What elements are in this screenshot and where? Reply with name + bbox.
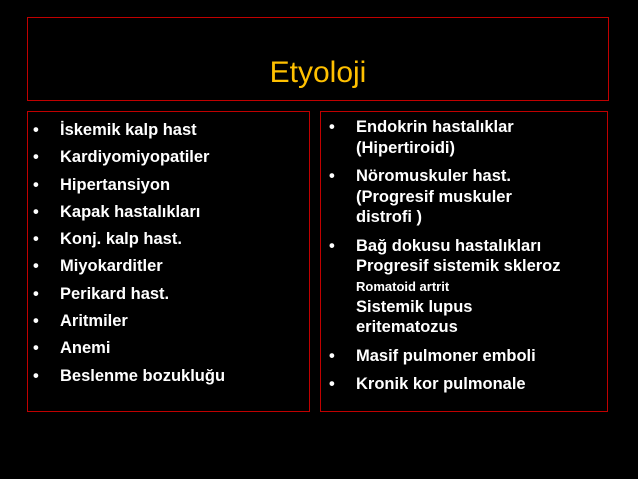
bullet-icon: •	[33, 202, 39, 221]
bullet-icon: •	[33, 284, 39, 303]
list-item	[33, 199, 225, 226]
bullet-icon: •	[329, 346, 335, 365]
list-item-cor-pulmonale	[329, 374, 561, 395]
item-text: Kapak hastalıkları	[60, 202, 201, 221]
item-text: Masif pulmoner emboli	[356, 346, 536, 365]
bullet-icon: •	[33, 366, 39, 385]
list-item-embolism	[329, 346, 561, 367]
list-item	[33, 363, 225, 390]
bullet-icon: •	[329, 236, 335, 255]
bullet-icon: •	[33, 148, 39, 167]
list-item	[33, 172, 225, 199]
left-list	[33, 117, 225, 390]
item-text: eritematozus	[356, 318, 458, 336]
bullet-icon: •	[33, 230, 39, 249]
title-box	[27, 17, 609, 101]
list-item	[33, 281, 225, 308]
item-text: Kronik kor pulmonale	[356, 375, 526, 393]
bullet-icon: •	[329, 167, 335, 185]
list-item	[33, 226, 225, 253]
list-item	[33, 308, 225, 335]
item-text: Aritmiler	[60, 312, 128, 331]
item-text: Progresif sistemik skleroz	[356, 257, 561, 275]
list-item	[33, 144, 225, 171]
bullet-icon: •	[33, 257, 39, 276]
list-item	[33, 253, 225, 280]
item-text: Sistemik lupus	[356, 297, 473, 316]
bullet-icon: •	[329, 375, 335, 393]
item-text: distrofi )	[356, 208, 422, 226]
item-text: Konj. kalp hast.	[60, 230, 182, 249]
list-item	[33, 335, 225, 362]
left-column	[27, 111, 310, 412]
bullet-icon: •	[33, 175, 39, 194]
bullet-icon: •	[329, 118, 335, 136]
list-item	[33, 117, 225, 144]
item-text: İskemik kalp hast	[60, 121, 197, 139]
bullet-icon: •	[33, 312, 39, 331]
list-item-neuromuscular	[329, 166, 561, 228]
item-text: (Progresif muskuler	[356, 187, 512, 206]
item-text: Anemi	[60, 339, 111, 358]
list-item-endocrine	[329, 117, 561, 158]
item-text: Hipertansiyon	[60, 175, 171, 194]
item-text: Perikard hast.	[60, 284, 170, 303]
item-text: Nöromuskuler hast.	[356, 167, 511, 185]
item-text: Bağ dokusu hastalıkları	[356, 236, 542, 255]
right-column	[320, 111, 608, 412]
item-text: Romatoid artrit	[356, 278, 450, 294]
item-text: Beslenme bozukluğu	[60, 366, 226, 385]
bullet-icon: •	[33, 339, 39, 358]
item-text: (Hipertiroidi)	[356, 138, 455, 157]
slide-title: Etyoloji	[269, 56, 367, 89]
item-text: Miyokarditler	[60, 257, 163, 276]
item-text: Kardiyomiyopatiler	[60, 148, 210, 167]
right-list	[329, 117, 561, 403]
item-text: Endokrin hastalıklar	[356, 118, 514, 136]
bullet-icon: •	[33, 121, 39, 139]
list-item-connective	[329, 236, 561, 338]
